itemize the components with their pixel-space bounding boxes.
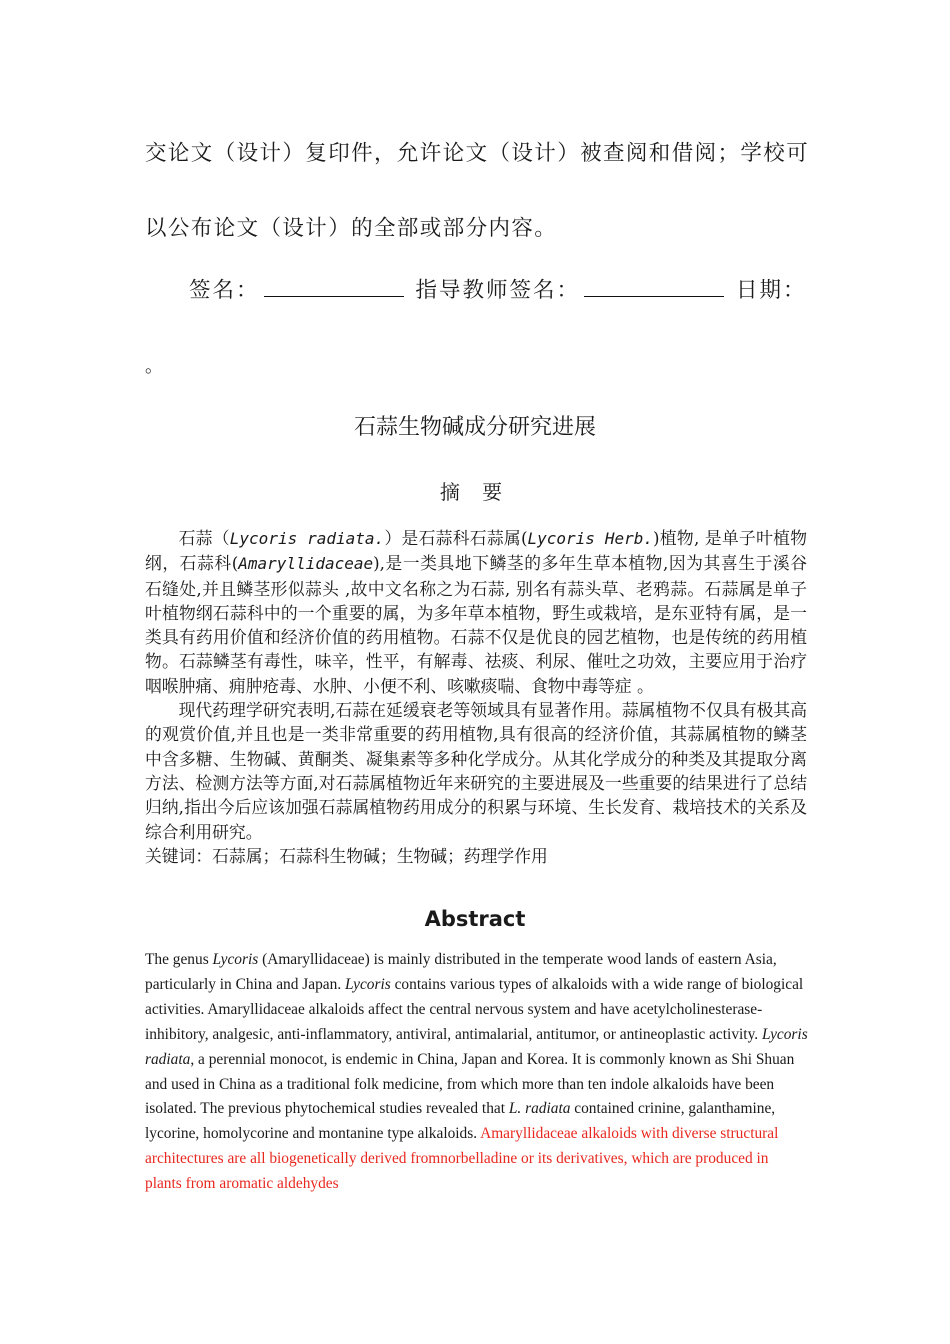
highlighted-red-text: Amaryllidaceae alkaloids with diverse structural architectures are all biogenetically derived fromnorbelladine or its derivatives, which are produced in plants from aromatic aldehydes (145, 1125, 779, 1193)
abstract-en-heading: Abstract (424, 907, 526, 931)
trailing-period: 。 (145, 356, 163, 377)
abstract-cn-paragraph-1: 石蒜（Lycoris radiata.）是石蒜科石蒜属(Lycoris Herb.)植物, 是单子叶植物纲，石蒜科(Amaryllidaceae),是一类具地下鳞茎的多年生草本植物,因为其喜生于溪谷石缝处,并且鳞茎形似蒜头 ,故中文名称之为石蒜, 别名有蒜头草、老鸦蒜。石蒜属是单子叶植物纲石蒜科中的一个重要的属，为多年草本植物，野生或栽培，是东亚特有属，是一类具有药用价值和经济价值的药用植物。石蒜不仅是优良的园艺植物，也是传统的药用植物。石蒜鳞茎有毒性，味辛，性平，有解毒、祛痰、利尿、催吐之功效，主要应用于治疗咽喉肿痛、痈肿疮毒、水肿、小便不利、咳嗽痰喘、食物中毒等症 。 (145, 528, 807, 696)
intro-line-1: 交论文（设计）复印件，允许论文（设计）被查阅和借阅；学校可 (145, 141, 810, 166)
sign-label: 签名： (189, 278, 260, 303)
paper-title: 石蒜生物碱成分研究进展 (353, 415, 596, 440)
date-label: 日期： (736, 278, 807, 303)
abstract-cn-heading: 摘 要 (439, 480, 511, 504)
keywords-cn: 关键词：石蒜属；石蒜科生物碱；生物碱；药理学作用 (145, 845, 548, 866)
abstract-en-body: The genus Lycoris (Amaryllidaceae) is mainly distributed in the temperate wood lands of eastern Asia, particularly in China and Japan. Lycoris contains various types of alkaloids with a wide range of biological activities. Amaryllidaceae alkaloids affect the central nervous system and have acetylcholinesterase-inhibitory, analgesic, anti-inflammatory, antiviral, antimalarial, antitumor, or antineoplastic activity. Lycoris radiata, a perennial monocot, is endemic in China, Japan and Korea. It is commonly known as Shi Shuan and used in China as a traditional folk medicine, from which more than ten indole alkaloids have been isolated. The previous phytochemical studies revealed that L. radiata contained crinine, galanthamine, lycorine, homolycorine and montanine type alkaloids. Amaryllidaceae alkaloids with diverse structural architectures are all biogenetically derived fromnorbelladine or its derivatives, which are produced in plants from aromatic aldehydes (145, 951, 808, 1193)
sign-blank-line (264, 278, 404, 297)
advisor-sign-blank-line (584, 278, 724, 297)
abstract-cn-body (145, 526, 807, 868)
signature-row (189, 273, 807, 304)
intro-line-2: 以公布论文（设计）的全部或部分内容。 (145, 216, 558, 241)
abstract-cn-paragraph-2: 现代药理学研究表明,石蒜在延缓衰老等领域具有显著作用。蒜属植物不仅具有极其高的观赏价值,并且也是一类非常重要的药用植物,具有很高的经济价值，其蒜属植物的鳞茎中含多糖、生物碱、黄酮类、凝集素等多种化学成分。从其化学成分的种类及其提取分离方法、检测方法等方面,对石蒜属植物近年来研究的主要进展及一些重要的结果进行了总结归纳,指出今后应该加强石蒜属植物药用成分的积累与环境、生长发育、栽培技术的关系及综合利用研究。 (145, 700, 807, 842)
advisor-sign-label: 指导教师签名： (415, 278, 581, 303)
